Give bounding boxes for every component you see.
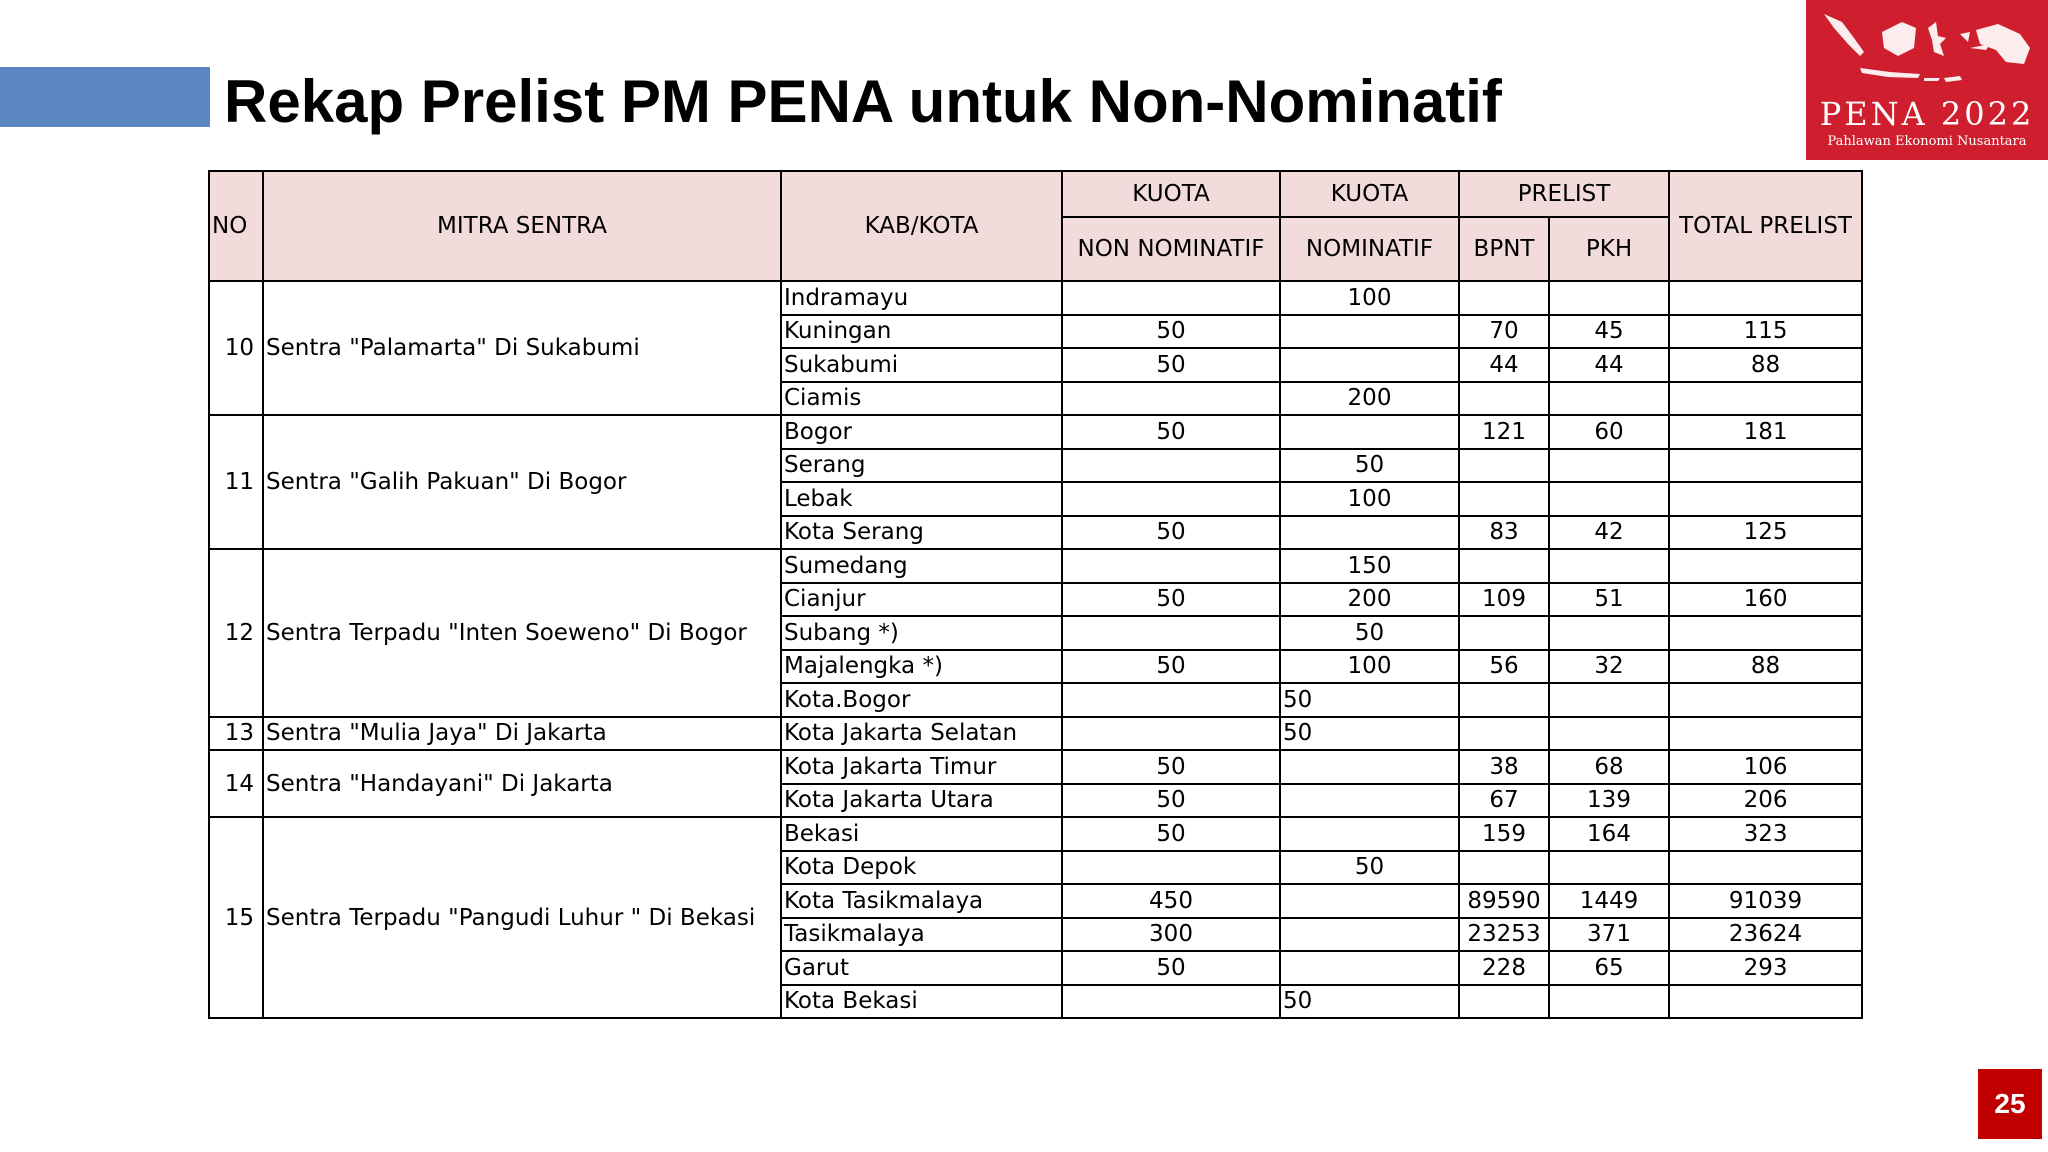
cell-no: 11 xyxy=(209,415,263,549)
cell-kab-kota: Kota Serang xyxy=(781,516,1062,550)
cell-pkh: 1449 xyxy=(1549,884,1669,918)
header-no: NO xyxy=(209,171,263,281)
cell-total-prelist: 88 xyxy=(1669,348,1862,382)
cell-bpnt: 228 xyxy=(1459,951,1549,985)
table-row xyxy=(209,750,1862,784)
cell-bpnt xyxy=(1459,482,1549,516)
cell-kuota-non-nominatif xyxy=(1062,683,1280,717)
cell-kab-kota: Kota Bekasi xyxy=(781,985,1062,1019)
cell-kab-kota: Subang *) xyxy=(781,616,1062,650)
cell-bpnt xyxy=(1459,616,1549,650)
cell-kuota-nominatif: 200 xyxy=(1280,583,1459,617)
cell-kuota-nominatif xyxy=(1280,884,1459,918)
cell-total-prelist xyxy=(1669,851,1862,885)
cell-bpnt: 159 xyxy=(1459,817,1549,851)
cell-pkh: 44 xyxy=(1549,348,1669,382)
cell-kuota-non-nominatif: 50 xyxy=(1062,415,1280,449)
cell-no: 10 xyxy=(209,281,263,415)
cell-kuota-nominatif xyxy=(1280,315,1459,349)
cell-no: 15 xyxy=(209,817,263,1018)
cell-bpnt xyxy=(1459,851,1549,885)
cell-pkh xyxy=(1549,449,1669,483)
header-total-prelist: TOTAL PRELIST xyxy=(1669,171,1862,281)
cell-pkh: 32 xyxy=(1549,650,1669,684)
cell-kuota-non-nominatif xyxy=(1062,549,1280,583)
cell-kab-kota: Kota.Bogor xyxy=(781,683,1062,717)
cell-total-prelist: 91039 xyxy=(1669,884,1862,918)
page-number-badge: 25 xyxy=(1978,1069,2042,1139)
cell-bpnt: 38 xyxy=(1459,750,1549,784)
cell-pkh: 51 xyxy=(1549,583,1669,617)
cell-pkh xyxy=(1549,382,1669,416)
cell-pkh: 60 xyxy=(1549,415,1669,449)
cell-pkh: 371 xyxy=(1549,918,1669,952)
cell-bpnt: 56 xyxy=(1459,650,1549,684)
cell-no: 12 xyxy=(209,549,263,717)
cell-kab-kota: Ciamis xyxy=(781,382,1062,416)
cell-total-prelist xyxy=(1669,717,1862,751)
cell-mitra-sentra: Sentra Terpadu "Pangudi Luhur " Di Bekasi xyxy=(263,817,781,1018)
cell-total-prelist xyxy=(1669,382,1862,416)
cell-bpnt: 44 xyxy=(1459,348,1549,382)
cell-pkh: 65 xyxy=(1549,951,1669,985)
table-row xyxy=(209,549,1862,583)
cell-bpnt xyxy=(1459,382,1549,416)
cell-pkh xyxy=(1549,717,1669,751)
cell-kuota-non-nominatif xyxy=(1062,851,1280,885)
cell-kab-kota: Lebak xyxy=(781,482,1062,516)
cell-kab-kota: Cianjur xyxy=(781,583,1062,617)
cell-kuota-non-nominatif: 50 xyxy=(1062,951,1280,985)
cell-kuota-non-nominatif xyxy=(1062,449,1280,483)
header-kab-kota: KAB/KOTA xyxy=(781,171,1062,281)
cell-pkh: 139 xyxy=(1549,784,1669,818)
cell-kuota-non-nominatif: 50 xyxy=(1062,650,1280,684)
cell-kuota-non-nominatif xyxy=(1062,281,1280,315)
cell-kuota-nominatif xyxy=(1280,918,1459,952)
cell-kuota-non-nominatif: 50 xyxy=(1062,516,1280,550)
cell-total-prelist: 160 xyxy=(1669,583,1862,617)
table-row xyxy=(209,817,1862,851)
cell-kuota-non-nominatif: 50 xyxy=(1062,784,1280,818)
cell-kuota-non-nominatif xyxy=(1062,382,1280,416)
cell-kab-kota: Kota Tasikmalaya xyxy=(781,884,1062,918)
cell-kab-kota: Kota Jakarta Utara xyxy=(781,784,1062,818)
cell-mitra-sentra: Sentra "Handayani" Di Jakarta xyxy=(263,750,781,817)
cell-pkh xyxy=(1549,683,1669,717)
indonesia-map-icon xyxy=(1820,8,2034,92)
cell-total-prelist xyxy=(1669,616,1862,650)
cell-total-prelist xyxy=(1669,683,1862,717)
cell-kuota-nominatif xyxy=(1280,817,1459,851)
pena-logo xyxy=(1806,0,2048,160)
cell-bpnt: 89590 xyxy=(1459,884,1549,918)
title-accent-bar xyxy=(0,67,210,127)
cell-kab-kota: Majalengka *) xyxy=(781,650,1062,684)
cell-kuota-nominatif xyxy=(1280,784,1459,818)
cell-kuota-non-nominatif xyxy=(1062,717,1280,751)
cell-kab-kota: Garut xyxy=(781,951,1062,985)
cell-pkh: 45 xyxy=(1549,315,1669,349)
cell-bpnt xyxy=(1459,549,1549,583)
cell-pkh xyxy=(1549,549,1669,583)
cell-kab-kota: Sukabumi xyxy=(781,348,1062,382)
table-body xyxy=(209,281,1862,1018)
cell-mitra-sentra: Sentra "Palamarta" Di Sukabumi xyxy=(263,281,781,415)
cell-kab-kota: Indramayu xyxy=(781,281,1062,315)
cell-kuota-nominatif xyxy=(1280,415,1459,449)
cell-kuota-nominatif: 100 xyxy=(1280,482,1459,516)
cell-kuota-non-nominatif xyxy=(1062,482,1280,516)
cell-bpnt xyxy=(1459,985,1549,1019)
cell-total-prelist xyxy=(1669,985,1862,1019)
cell-kuota-nominatif: 50 xyxy=(1280,616,1459,650)
cell-kuota-non-nominatif: 50 xyxy=(1062,315,1280,349)
cell-pkh: 42 xyxy=(1549,516,1669,550)
cell-kuota-nominatif: 100 xyxy=(1280,281,1459,315)
header-bpnt: BPNT xyxy=(1459,217,1549,281)
cell-pkh xyxy=(1549,482,1669,516)
cell-pkh xyxy=(1549,281,1669,315)
cell-total-prelist: 206 xyxy=(1669,784,1862,818)
cell-kab-kota: Kuningan xyxy=(781,315,1062,349)
table-header xyxy=(209,171,1862,281)
cell-kuota-nominatif xyxy=(1280,750,1459,784)
cell-pkh: 68 xyxy=(1549,750,1669,784)
cell-no: 14 xyxy=(209,750,263,817)
cell-pkh xyxy=(1549,851,1669,885)
logo-title: PENA 2022 xyxy=(1819,95,2035,133)
cell-total-prelist xyxy=(1669,281,1862,315)
header-mitra-sentra: MITRA SENTRA xyxy=(263,171,781,281)
cell-bpnt xyxy=(1459,281,1549,315)
cell-pkh xyxy=(1549,616,1669,650)
cell-bpnt: 70 xyxy=(1459,315,1549,349)
cell-kab-kota: Bogor xyxy=(781,415,1062,449)
header-pkh: PKH xyxy=(1549,217,1669,281)
cell-kuota-non-nominatif: 50 xyxy=(1062,817,1280,851)
cell-kuota-nominatif: 50 xyxy=(1280,717,1459,751)
cell-kuota-nominatif: 50 xyxy=(1280,449,1459,483)
cell-bpnt xyxy=(1459,717,1549,751)
cell-kuota-non-nominatif: 50 xyxy=(1062,348,1280,382)
cell-kuota-nominatif: 50 xyxy=(1280,985,1459,1019)
header-non-nominatif: NON NOMINATIF xyxy=(1062,217,1280,281)
prelist-table xyxy=(208,170,1863,1019)
cell-mitra-sentra: Sentra Terpadu "Inten Soeweno" Di Bogor xyxy=(263,549,781,717)
logo-subtitle: Pahlawan Ekonomi Nusantara xyxy=(1827,134,2027,149)
cell-total-prelist: 293 xyxy=(1669,951,1862,985)
cell-mitra-sentra: Sentra "Mulia Jaya" Di Jakarta xyxy=(263,717,781,751)
cell-bpnt: 109 xyxy=(1459,583,1549,617)
cell-kuota-non-nominatif: 50 xyxy=(1062,750,1280,784)
cell-total-prelist: 115 xyxy=(1669,315,1862,349)
cell-bpnt: 121 xyxy=(1459,415,1549,449)
cell-bpnt: 67 xyxy=(1459,784,1549,818)
cell-kab-kota: Kota Jakarta Selatan xyxy=(781,717,1062,751)
cell-total-prelist: 23624 xyxy=(1669,918,1862,952)
cell-total-prelist xyxy=(1669,549,1862,583)
cell-kuota-nominatif: 100 xyxy=(1280,650,1459,684)
table-row xyxy=(209,281,1862,315)
cell-total-prelist: 323 xyxy=(1669,817,1862,851)
cell-kab-kota: Kota Jakarta Timur xyxy=(781,750,1062,784)
cell-kab-kota: Tasikmalaya xyxy=(781,918,1062,952)
cell-total-prelist: 88 xyxy=(1669,650,1862,684)
cell-total-prelist: 125 xyxy=(1669,516,1862,550)
cell-no: 13 xyxy=(209,717,263,751)
cell-mitra-sentra: Sentra "Galih Pakuan" Di Bogor xyxy=(263,415,781,549)
cell-kuota-non-nominatif: 300 xyxy=(1062,918,1280,952)
cell-pkh: 164 xyxy=(1549,817,1669,851)
cell-bpnt xyxy=(1459,683,1549,717)
cell-total-prelist xyxy=(1669,449,1862,483)
cell-kuota-nominatif xyxy=(1280,348,1459,382)
cell-kuota-nominatif: 200 xyxy=(1280,382,1459,416)
cell-total-prelist xyxy=(1669,482,1862,516)
cell-kuota-nominatif: 150 xyxy=(1280,549,1459,583)
cell-kuota-nominatif xyxy=(1280,951,1459,985)
slide-title: Rekap Prelist PM PENA untuk Non-Nominatif xyxy=(224,68,1502,135)
cell-bpnt: 23253 xyxy=(1459,918,1549,952)
cell-kab-kota: Serang xyxy=(781,449,1062,483)
cell-kuota-nominatif: 50 xyxy=(1280,851,1459,885)
table-row xyxy=(209,717,1862,751)
cell-bpnt: 83 xyxy=(1459,516,1549,550)
cell-bpnt xyxy=(1459,449,1549,483)
cell-total-prelist: 106 xyxy=(1669,750,1862,784)
cell-kuota-non-nominatif xyxy=(1062,616,1280,650)
header-kuota-nominatif: KUOTA xyxy=(1280,171,1459,217)
table-row xyxy=(209,415,1862,449)
cell-kuota-non-nominatif: 450 xyxy=(1062,884,1280,918)
cell-kuota-nominatif xyxy=(1280,516,1459,550)
cell-kab-kota: Bekasi xyxy=(781,817,1062,851)
cell-kuota-nominatif: 50 xyxy=(1280,683,1459,717)
header-kuota-non-nominatif: KUOTA xyxy=(1062,171,1280,217)
cell-kuota-non-nominatif xyxy=(1062,985,1280,1019)
cell-total-prelist: 181 xyxy=(1669,415,1862,449)
cell-kab-kota: Sumedang xyxy=(781,549,1062,583)
cell-kuota-non-nominatif: 50 xyxy=(1062,583,1280,617)
header-nominatif: NOMINATIF xyxy=(1280,217,1459,281)
cell-kab-kota: Kota Depok xyxy=(781,851,1062,885)
cell-pkh xyxy=(1549,985,1669,1019)
header-prelist: PRELIST xyxy=(1459,171,1669,217)
